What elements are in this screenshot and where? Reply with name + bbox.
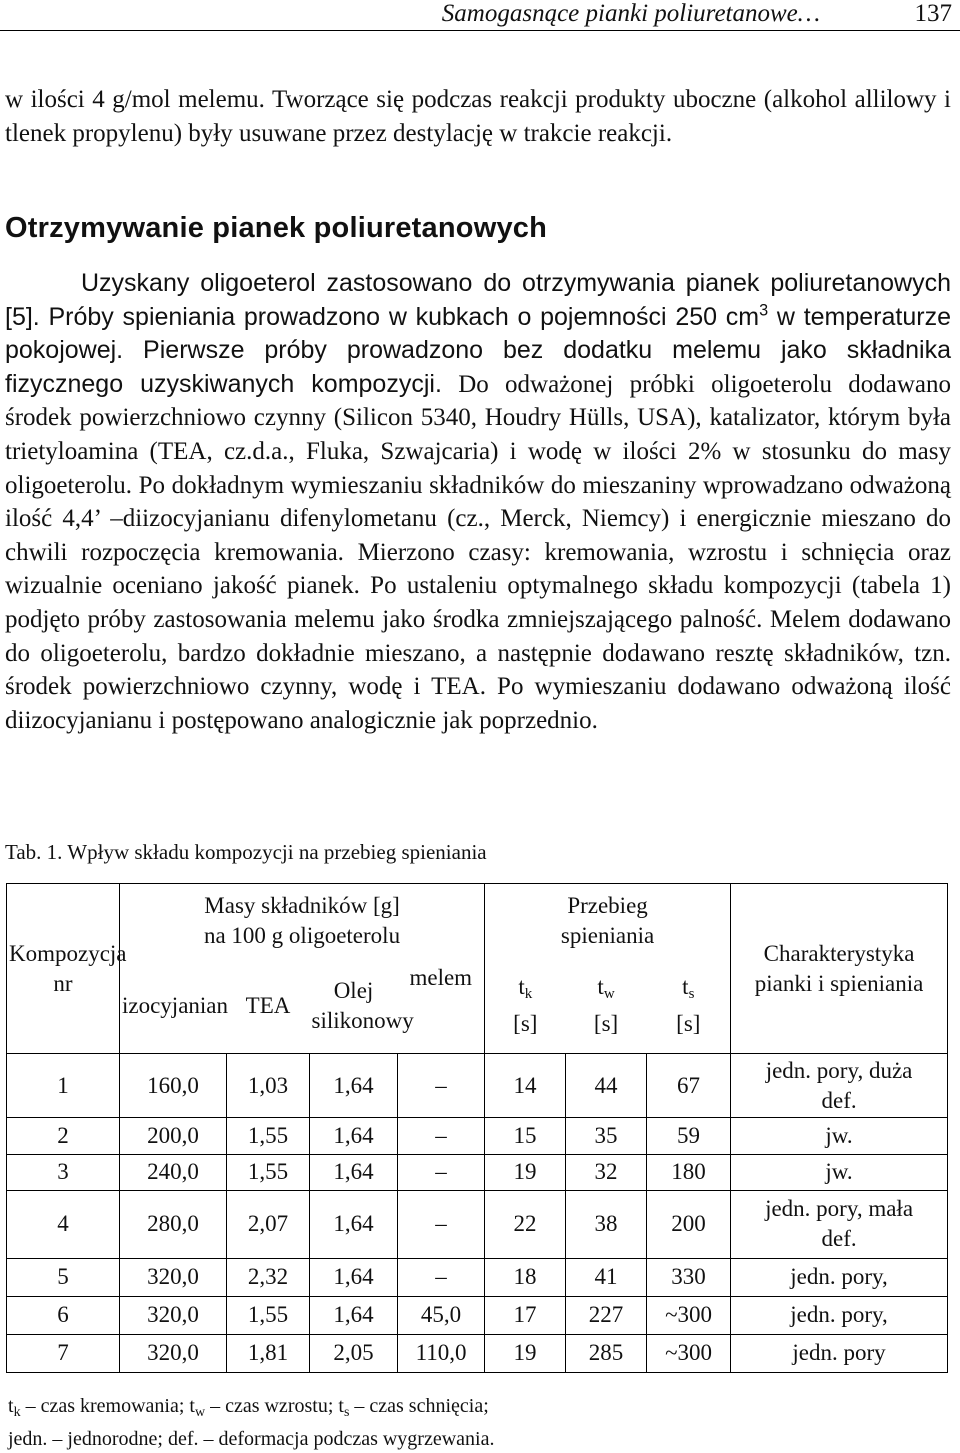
cell-izocyjanian: 200,0 bbox=[120, 1118, 227, 1154]
col-header-kompozycja: Kompozycja nr bbox=[7, 884, 120, 1054]
footnote-line-1 bbox=[8, 1393, 494, 1426]
cell-tk: 14 bbox=[485, 1054, 566, 1118]
cell-izocyjanian: 160,0 bbox=[120, 1054, 227, 1118]
cell-charakterystyka: jw. bbox=[731, 1118, 948, 1154]
cell-tw: 44 bbox=[566, 1054, 647, 1118]
cell-tea: 1,55 bbox=[227, 1118, 310, 1154]
col-header-ts bbox=[647, 959, 731, 1054]
fn-tk-subscript: k bbox=[13, 1405, 21, 1420]
cell-tw: 35 bbox=[566, 1118, 647, 1154]
col-header-melem: melem bbox=[398, 959, 485, 1054]
cell-olej: 1,64 bbox=[310, 1154, 398, 1190]
cell-ts: 200 bbox=[647, 1190, 731, 1258]
cell-melem: 110,0 bbox=[398, 1334, 485, 1372]
cell-melem: – bbox=[398, 1154, 485, 1190]
cell-charakterystyka: jedn. pory, duża def. bbox=[731, 1054, 948, 1118]
cell-nr: 1 bbox=[7, 1054, 120, 1118]
table-caption: Tab. 1. Wpływ składu kompozycji na przebieg spieniania bbox=[5, 840, 487, 864]
table-row bbox=[7, 1334, 948, 1372]
tw-unit: [s] bbox=[593, 1011, 619, 1037]
cell-nr: 6 bbox=[7, 1296, 120, 1334]
cell-olej: 1,64 bbox=[310, 1258, 398, 1296]
fn-tk-desc: – czas kremowania; bbox=[20, 1395, 190, 1417]
cell-charakterystyka: jedn. pory bbox=[731, 1334, 948, 1372]
tk-unit: [s] bbox=[513, 1011, 538, 1037]
col-header-olej: Olej silikonowy bbox=[310, 959, 398, 1054]
cell-tea: 1,55 bbox=[227, 1154, 310, 1190]
col-header-tk bbox=[485, 959, 566, 1054]
cell-tw: 285 bbox=[566, 1334, 647, 1372]
cell-izocyjanian: 320,0 bbox=[120, 1334, 227, 1372]
cell-tk: 18 bbox=[485, 1258, 566, 1296]
cell-tk: 19 bbox=[485, 1334, 566, 1372]
running-title: Samogasnące pianki poliuretanowe… bbox=[441, 0, 820, 27]
composition-table bbox=[6, 883, 948, 1373]
cell-olej: 2,05 bbox=[310, 1334, 398, 1372]
fn-ts-subscript: s bbox=[343, 1405, 350, 1420]
cell-nr: 5 bbox=[7, 1258, 120, 1296]
group-header-przebieg bbox=[485, 884, 731, 959]
cell-ts: 59 bbox=[647, 1118, 731, 1154]
paragraph-methods-text-3: Do odważonej próbki oligoeterolu dodawano środek powierzchniowo czynny (Silicon 5340, Houdry Hülls, USA), katalizator, którym była trietyloamina (TEA, cz.d.a., Fluka, Szwajcaria) i wodę w ilości 2% w stosunku do masy oligoeterolu. Po dokładnym wymieszaniu składników do mieszaniny wprowadzano odważoną ilość 4,4’ –diizocyjanianu difenylometanu (cz., Merck, Niemcy) i energicznie mieszano do chwili rozpoczęcia kremowania. Mierzono czasy: kremowania, wzrostu i schnięcia oraz wizualnie oceniano jakość pianek. Po ustaleniu optymalnego składu kompozycji (tabela 1) podjęto próby zastosowania melemu jako środka zmniejszającego palność. Melem dodawano do oligoeterolu, bardzo dokładnie mieszano, a następnie dodawano resztę składników, tzn. środek powierzchniowo czynny, wodę i TEA. Po wymieszaniu dodawano odważoną ilość diizocyjanianu i postępowano analogicznie jak poprzednio. bbox=[5, 370, 951, 734]
table-row bbox=[7, 1054, 948, 1118]
page-number: 137 bbox=[914, 0, 952, 27]
cell-melem: 45,0 bbox=[398, 1296, 485, 1334]
fn-tw-desc: – czas wzrostu; bbox=[205, 1395, 339, 1417]
col-header-tea: TEA bbox=[227, 959, 310, 1054]
cell-tk: 15 bbox=[485, 1118, 566, 1154]
cell-tw: 227 bbox=[566, 1296, 647, 1334]
cell-melem: – bbox=[398, 1054, 485, 1118]
tk-symbol: t bbox=[518, 974, 525, 1000]
cell-tk: 22 bbox=[485, 1190, 566, 1258]
paragraph-methods bbox=[5, 267, 951, 737]
cell-izocyjanian: 280,0 bbox=[120, 1190, 227, 1258]
table-row bbox=[7, 1118, 948, 1154]
cell-nr: 2 bbox=[7, 1118, 120, 1154]
tk-subscript: k bbox=[524, 986, 533, 1003]
cell-ts: 330 bbox=[647, 1258, 731, 1296]
col-header-charakterystyka: Charakterystyka pianki i spieniania bbox=[731, 884, 948, 1054]
group-header-przebieg-line1: Przebieg bbox=[567, 893, 648, 919]
table-row bbox=[7, 1154, 948, 1190]
section-heading: Otrzymywanie pianek poliuretanowych bbox=[5, 212, 548, 244]
footnote-line-2: jedn. – jednorodne; def. – deformacja podczas wygrzewania. bbox=[8, 1428, 495, 1450]
cell-tw: 32 bbox=[566, 1154, 647, 1190]
cell-olej: 1,64 bbox=[310, 1054, 398, 1118]
cell-ts: ~300 bbox=[647, 1296, 731, 1334]
cell-izocyjanian: 320,0 bbox=[120, 1296, 227, 1334]
cell-olej: 1,64 bbox=[310, 1296, 398, 1334]
cell-nr: 4 bbox=[7, 1190, 120, 1258]
paragraph-intro: w ilości 4 g/mol melemu. Tworzące się podczas reakcji produkty uboczne (alkohol allilowy i tlenek propylenu) były usuwane przez destylację w trakcie reakcji. bbox=[5, 86, 951, 147]
cell-charakterystyka: jedn. pory, bbox=[731, 1258, 948, 1296]
cell-tw: 41 bbox=[566, 1258, 647, 1296]
ts-subscript: s bbox=[688, 986, 695, 1003]
fn-ts-desc: – czas schnięcia; bbox=[349, 1395, 489, 1417]
tw-symbol: t bbox=[597, 974, 604, 1000]
fn-tw-subscript: w bbox=[194, 1405, 206, 1420]
fn-ts-symbol: t bbox=[338, 1395, 344, 1417]
cell-tea: 1,81 bbox=[227, 1334, 310, 1372]
cell-tea: 2,32 bbox=[227, 1258, 310, 1296]
cell-tk: 17 bbox=[485, 1296, 566, 1334]
table-row bbox=[7, 1258, 948, 1296]
cell-tea: 1,55 bbox=[227, 1296, 310, 1334]
cell-charakterystyka: jedn. pory, bbox=[731, 1296, 948, 1334]
group-header-masy-line2: na 100 g oligoeterolu bbox=[203, 923, 401, 949]
header-row-1 bbox=[7, 884, 948, 959]
table-row bbox=[7, 1190, 948, 1258]
paragraph-methods-text-1: Uzyskany oligoeterol zastosowano do otrzymywania pianek poliuretanowych [5]. Próby spieniania prowadzono w kubkach o pojemności 250 cm bbox=[5, 269, 951, 331]
cell-tw: 38 bbox=[566, 1190, 647, 1258]
group-header-masy bbox=[120, 884, 485, 959]
col-header-izocyjanian: izocyjanian bbox=[120, 959, 227, 1054]
cell-charakterystyka: jedn. pory, mała def. bbox=[731, 1190, 948, 1258]
cell-melem: – bbox=[398, 1190, 485, 1258]
cell-nr: 7 bbox=[7, 1334, 120, 1372]
cell-charakterystyka: jw. bbox=[731, 1154, 948, 1190]
table-row bbox=[7, 1296, 948, 1334]
tw-subscript: w bbox=[603, 986, 615, 1003]
cell-ts: 180 bbox=[647, 1154, 731, 1190]
cell-tk: 19 bbox=[485, 1154, 566, 1190]
cell-izocyjanian: 320,0 bbox=[120, 1258, 227, 1296]
paragraph-methods-text-2: w temperaturze pokojowej. Pierwsze próby prowadzono bez dodatku melemu jako składnika fizycznego uzyskiwanych kompozycji. bbox=[5, 302, 951, 398]
cell-tea: 2,07 bbox=[227, 1190, 310, 1258]
cell-ts: 67 bbox=[647, 1054, 731, 1118]
superscript-3: 3 bbox=[759, 301, 769, 320]
ts-symbol: t bbox=[682, 974, 689, 1000]
running-header bbox=[0, 0, 960, 31]
ts-unit: [s] bbox=[676, 1011, 701, 1037]
group-header-przebieg-line2: spieniania bbox=[560, 923, 655, 949]
cell-ts: ~300 bbox=[647, 1334, 731, 1372]
cell-melem: – bbox=[398, 1118, 485, 1154]
col-header-tw bbox=[566, 959, 647, 1054]
cell-nr: 3 bbox=[7, 1154, 120, 1190]
group-header-masy-line1: Masy składników [g] bbox=[204, 893, 400, 919]
cell-tea: 1,03 bbox=[227, 1054, 310, 1118]
fn-tw-symbol: t bbox=[189, 1395, 195, 1417]
cell-melem: – bbox=[398, 1258, 485, 1296]
cell-izocyjanian: 240,0 bbox=[120, 1154, 227, 1190]
cell-olej: 1,64 bbox=[310, 1118, 398, 1154]
table-footnote bbox=[8, 1393, 494, 1453]
fn-tk-symbol: t bbox=[8, 1395, 14, 1417]
cell-olej: 1,64 bbox=[310, 1190, 398, 1258]
